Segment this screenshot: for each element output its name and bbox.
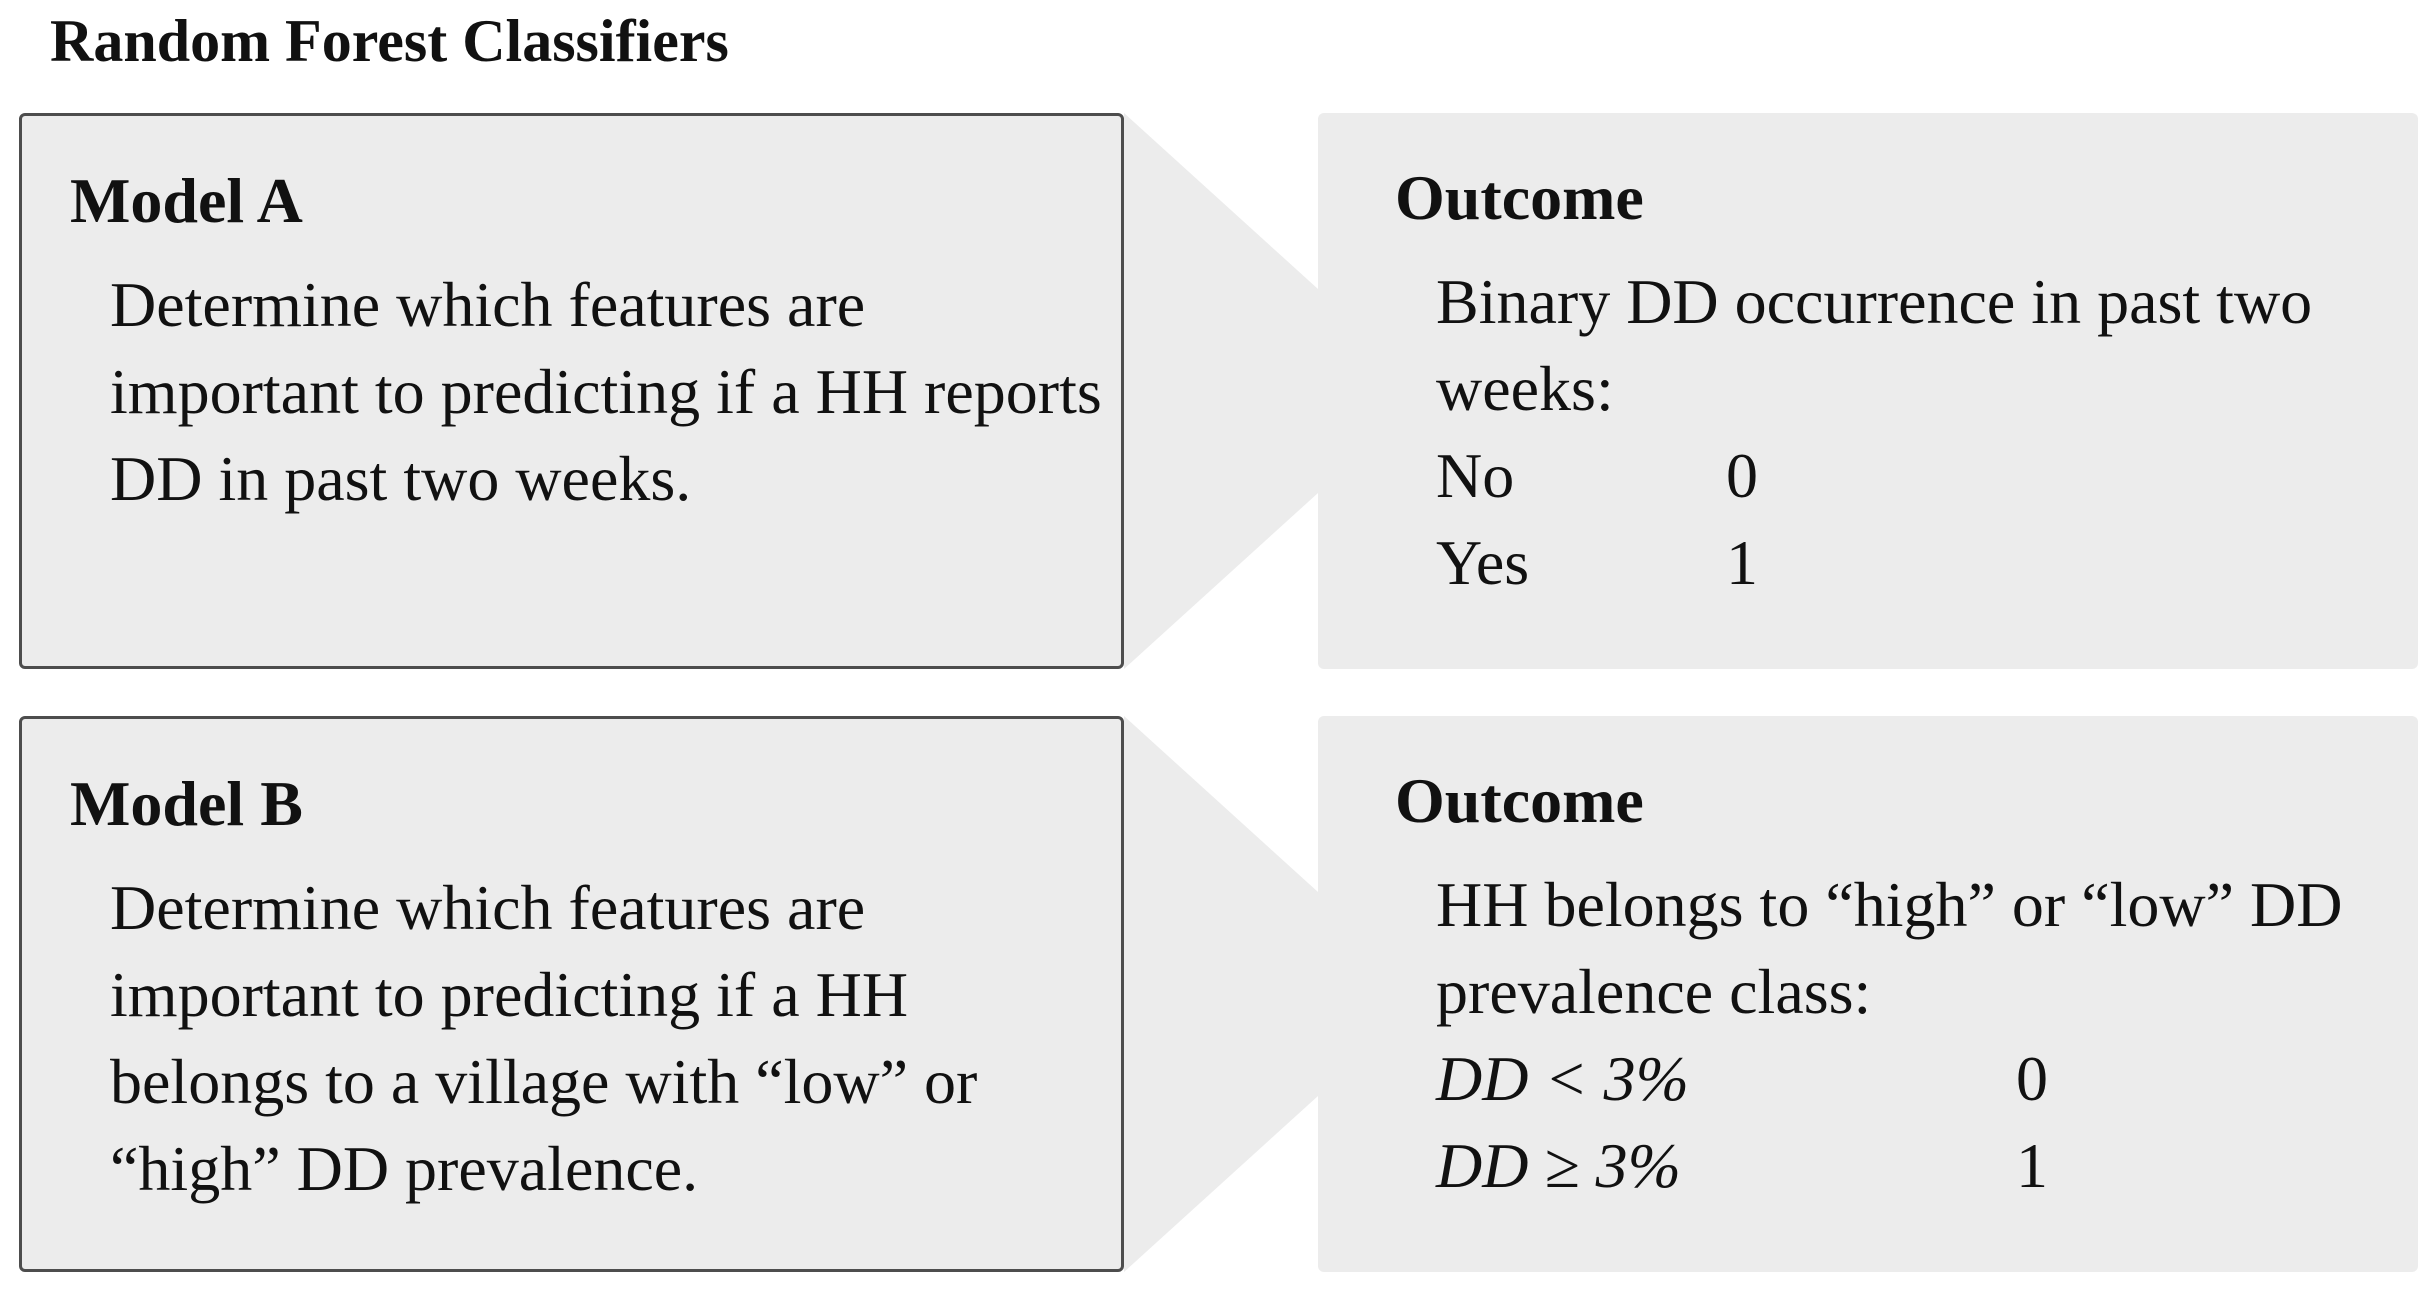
outcome-b-codes <box>1436 1035 2048 1209</box>
outcome-b-box <box>1318 716 2418 1272</box>
model-a-box <box>19 113 1124 669</box>
connector-arrow-a <box>1124 113 1318 669</box>
outcome-b-description: HH belongs to “high” or “low” DD prevalence class: <box>1436 869 2343 1027</box>
code-row <box>1436 432 1758 519</box>
outcome-a-box <box>1318 113 2418 669</box>
outcome-a-codes <box>1436 432 1758 606</box>
code-value: 1 <box>2016 1130 2048 1201</box>
code-label: No <box>1436 440 1515 511</box>
connector-arrow-b <box>1124 716 1318 1272</box>
outcome-a-description: Binary DD occurrence in past two weeks: <box>1436 266 2313 424</box>
diagram-title: Random Forest Classifiers <box>50 8 729 74</box>
code-value: 1 <box>1726 527 1758 598</box>
code-row <box>1436 1122 2048 1209</box>
code-row <box>1436 519 1758 606</box>
model-a-heading: Model A <box>70 165 303 236</box>
code-value: 0 <box>2016 1043 2048 1114</box>
model-b-heading: Model B <box>70 768 303 839</box>
outcome-a-heading: Outcome <box>1395 162 1644 233</box>
code-label: DD < 3% <box>1436 1043 1689 1114</box>
model-b-description: Determine which features are important to predicting if a HH belongs to a village with “low” or “high” DD prevalence. <box>110 872 978 1204</box>
code-row <box>1436 1035 2048 1122</box>
code-label: Yes <box>1436 527 1530 598</box>
code-value: 0 <box>1726 440 1758 511</box>
outcome-b-heading: Outcome <box>1395 765 1644 836</box>
code-label: DD ≥ 3% <box>1436 1130 1681 1201</box>
model-a-description: Determine which features are important to predicting if a HH reports DD in past two weeks. <box>110 269 1102 514</box>
model-b-box <box>19 716 1124 1272</box>
